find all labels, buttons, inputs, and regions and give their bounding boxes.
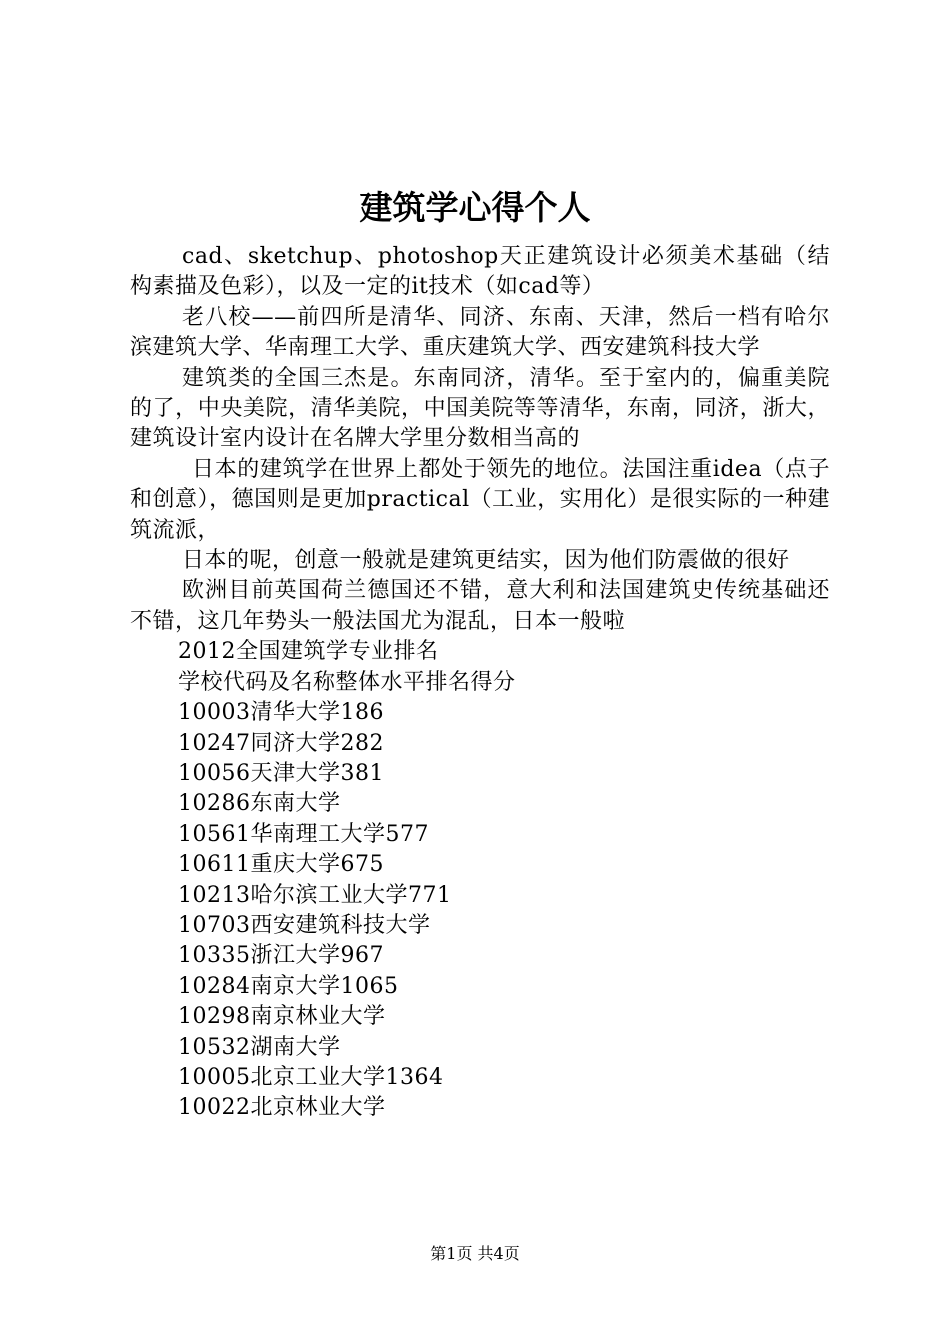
paragraph-software: cad、sketchup、photoshop天正建筑设计必须美术基础（结构素描及色彩），以及一定的it技术（如cad等）: [130, 244, 830, 300]
ranking-row: 10532湖南大学: [178, 1034, 341, 1060]
ranking-columns: 学校代码及名称整体水平排名得分: [178, 669, 516, 695]
paragraph-japan: 日本的呢，创意一般就是建筑更结实，因为他们防震做的很好: [182, 548, 790, 574]
document-title: 建筑学心得个人: [359, 188, 591, 227]
ranking-row: 10056天津大学381: [178, 760, 384, 786]
ranking-row: 10611重庆大学675: [178, 852, 384, 878]
ranking-row: 10284南京大学1065: [178, 973, 399, 999]
ranking-row: 10213哈尔滨工业大学771: [178, 882, 452, 908]
ranking-heading: 2012全国建筑学专业排名: [178, 639, 439, 665]
ranking-row: 10005北京工业大学1364: [178, 1064, 444, 1090]
ranking-row: 10561华南理工大学577: [178, 821, 429, 847]
paragraph-europe: 欧洲目前英国荷兰德国还不错，意大利和法国建筑史传统基础还不错，这几年势头一般法国尤为混乱，日本一般啦: [130, 578, 830, 634]
page-number-footer: 第1页 共4页: [430, 1244, 520, 1263]
ranking-row: 10298南京林业大学: [178, 1004, 386, 1030]
paragraph-japan-france-germany: 日本的建筑学在世界上都处于领先的地位。法国注重idea（点子和创意），德国则是更加practical（工业，实用化）是很实际的一种建筑流派，: [130, 456, 830, 543]
ranking-row: 10335浙江大学967: [178, 943, 384, 969]
ranking-row: 10703西安建筑科技大学: [178, 912, 431, 938]
ranking-row: 10003清华大学186: [178, 700, 384, 726]
ranking-row: 10247同济大学282: [178, 730, 384, 756]
paragraph-top-three: 建筑类的全国三杰是。东南同济，清华。至于室内的，偏重美院的了，中央美院，清华美院，中国美院等等清华，东南，同济，浙大，建筑设计室内设计在名牌大学里分数相当高的: [130, 365, 830, 452]
ranking-row: 10022北京林业大学: [178, 1095, 386, 1121]
ranking-row: 10286东南大学: [178, 791, 341, 817]
document-body: [130, 242, 830, 1124]
paragraph-eight-schools: 老八校——前四所是清华、同济、东南、天津，然后一档有哈尔滨建筑大学、华南理工大学、重庆建筑大学、西安建筑科技大学: [130, 304, 830, 361]
